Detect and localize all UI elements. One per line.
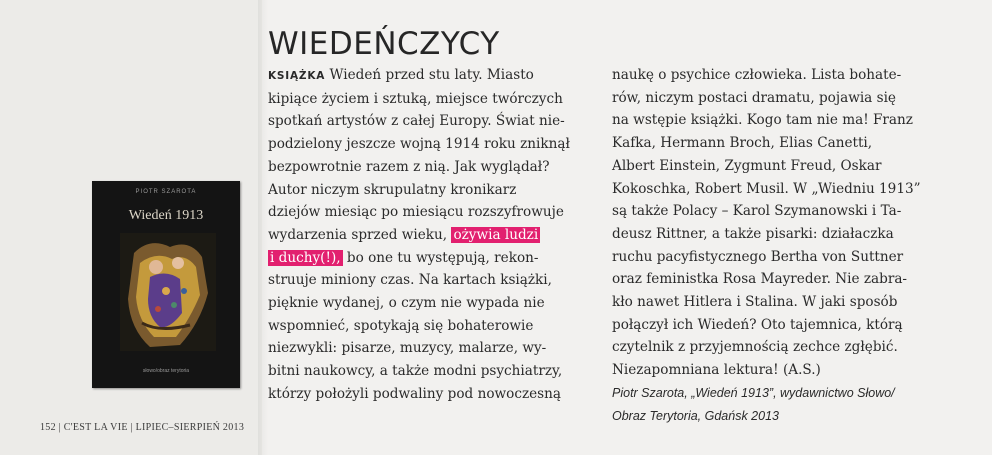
text-line: Autor niczym skrupulatny kronikarz [268, 181, 517, 198]
text-line: połączył ich Wiedeń? Oto tajemnica, którą [612, 316, 903, 333]
show-through-text [0, 80, 260, 100]
text-line: na wstępie książki. Kogo tam nie ma! Franz [612, 112, 913, 129]
text-line: oraz feministka Rosa Mayreder. Nie zabra- [612, 271, 908, 288]
highlighted-phrase: i duchy(!), [270, 249, 341, 266]
text-line: są także Polacy – Karol Szymanowski i Ta- [612, 203, 902, 220]
text-line: niezwykli: pisarze, muzycy, malarze, wy- [268, 340, 547, 357]
page-folio: 152 | C'EST LA VIE | LIPIEC–SIERPIEŃ 2013 [40, 422, 245, 433]
section-kicker: KSIĄŻKA [268, 70, 326, 82]
text-line: dziejów miesiąc po miesiącu rozszyfrowuje [268, 204, 564, 221]
text-line: kipiące życiem i sztuką, miejsce twórczych [268, 90, 563, 107]
book-credit-line: Obraz Terytoria, Gdańsk 2013 [612, 408, 779, 423]
text-line: bo one tu występują, rekon- [342, 249, 539, 266]
cover-title: Wiedeń 1913 [128, 208, 204, 223]
text-line: kło nawet Hitlera i Stalina. W jaki sposób [612, 294, 898, 311]
text-line: rów, niczym postaci dramatu, pojawia się [612, 89, 896, 106]
left-page [0, 0, 262, 455]
cover-author: PIOTR SZAROTA [135, 189, 197, 195]
article-column-2 [612, 64, 942, 427]
page-gutter [258, 0, 268, 455]
text-line: którzy położyli podwaliny pod nowoczesną [268, 385, 561, 402]
text-line: spotkań artystów z całej Europy. Świat nie- [268, 113, 565, 130]
text-line: Kokoschka, Robert Musil. W „Wiedniu 1913” [612, 180, 921, 197]
text-line: podzielony jeszcze wojną 1914 roku zniknął [268, 136, 570, 153]
text-line: bezpowrotnie razem z nią. Jak wyglądał? [268, 158, 550, 175]
text-line: ruchu pacyfistycznego Bertha von Suttner [612, 248, 904, 265]
text-line: Albert Einstein, Zygmunt Freud, Oskar [612, 157, 882, 174]
text-line: Niezapomniana lektura! (A.S.) [612, 362, 821, 379]
text-line: deusz Rittner, a także pisarki: działaczka [612, 225, 894, 242]
cover-publisher: słowo/obraz terytoria [142, 368, 190, 374]
text-line: pięknie wydanej, o czym nie wypada nie [268, 295, 545, 312]
text-line: Kafka, Hermann Broch, Elias Canetti, [612, 135, 873, 152]
text-line: naukę o psychice człowieka. Lista bohate- [612, 67, 902, 83]
text-line: wspomnieć, spotykają się bohaterowie [268, 317, 534, 334]
cover-painting [120, 233, 216, 351]
text-line: czytelnik z przyjemnością zechce zgłębić. [612, 339, 898, 356]
text-line: struuje miniony czas. Na kartach książki, [268, 272, 552, 289]
highlighted-phrase: ożywia ludzi [453, 226, 539, 243]
text-line: bitni naukowcy, a także modni psychiatrzy, [268, 363, 563, 380]
book-cover [92, 181, 240, 388]
article-headline: WIEDEŃCZYCY [268, 26, 500, 62]
text-line: wydarzenia sprzed wieku, [268, 226, 452, 243]
book-credit-line: Piotr Szarota, „Wiedeń 1913”, wydawnictwo Słowo/ [612, 385, 895, 400]
article-column-1 [268, 64, 588, 406]
text-line: Wiedeń przed stu laty. Miasto [329, 67, 534, 83]
